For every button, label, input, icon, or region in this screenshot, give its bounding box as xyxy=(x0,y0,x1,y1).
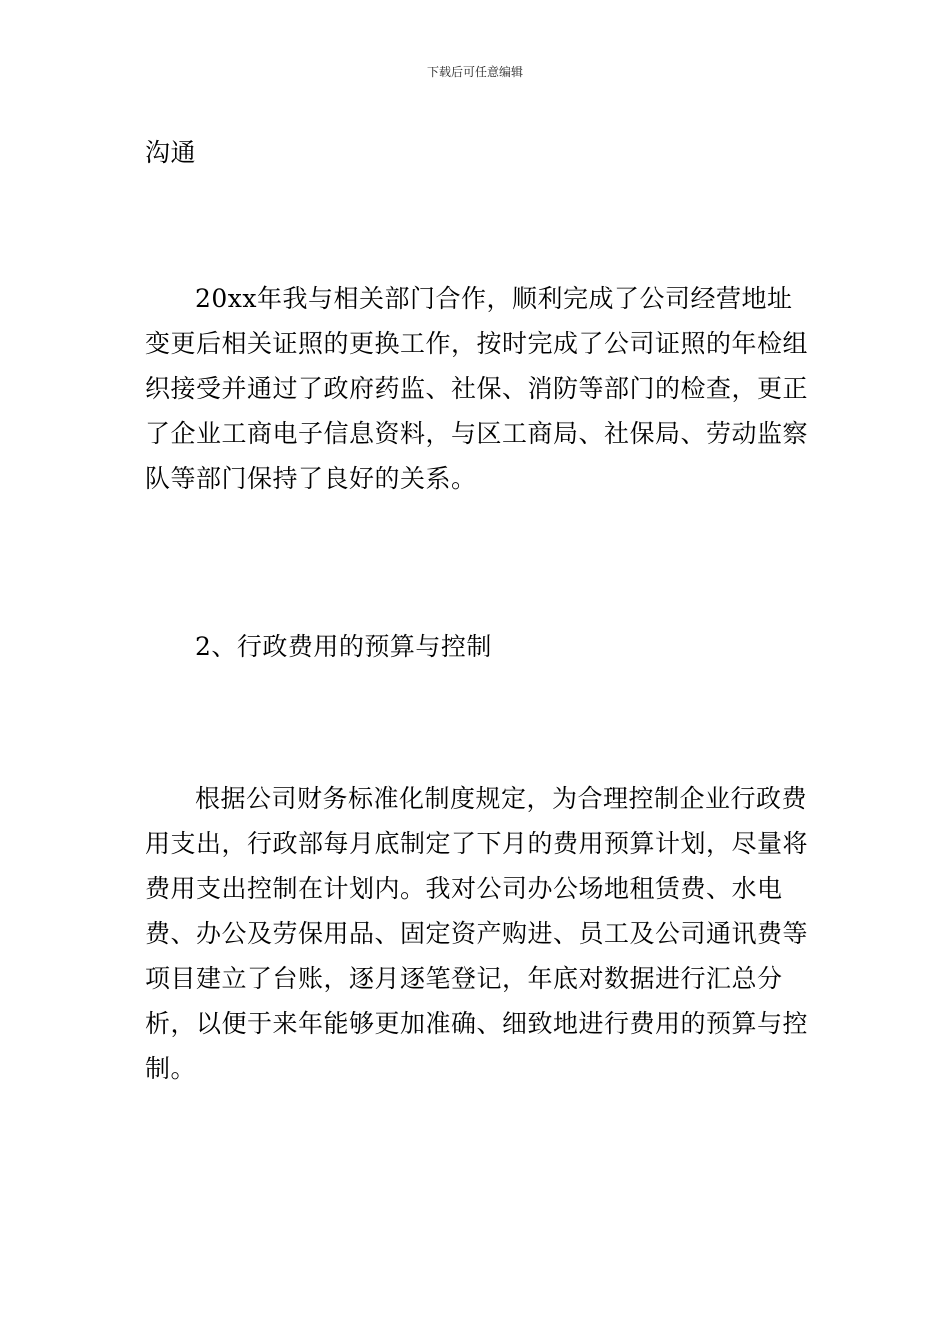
header-note: 下载后可任意编辑 xyxy=(426,65,523,79)
paragraph-communication: 20xx年我与相关部门合作，顺利完成了公司经营地址变更后相关证照的更换工作，按时完成了公司证照的年检组织接受并通过了政府药监、社保、消防等部门的检查，更正了企业工商电子信息资料，与区工商局、社保局、劳动监察队等部门保持了良好的关系。 xyxy=(145,284,809,493)
section-heading-budget: 2、行政费用的预算与控制 xyxy=(195,632,492,661)
paragraph-budget: 根据公司财务标准化制度规定，为合理控制企业行政费用支出，行政部每月底制定了下月的费用预算计划，尽量将费用支出控制在计划内。我对公司办公场地租赁费、水电费、办公及劳保用品、固定资产购进、员工及公司通讯费等项目建立了台账，逐月逐笔登记，年底对数据进行汇总分析，以便于来年能够更加准确、细致地进行费用的预算与控制。 xyxy=(145,784,809,1083)
section-title: 沟通 xyxy=(145,138,197,167)
